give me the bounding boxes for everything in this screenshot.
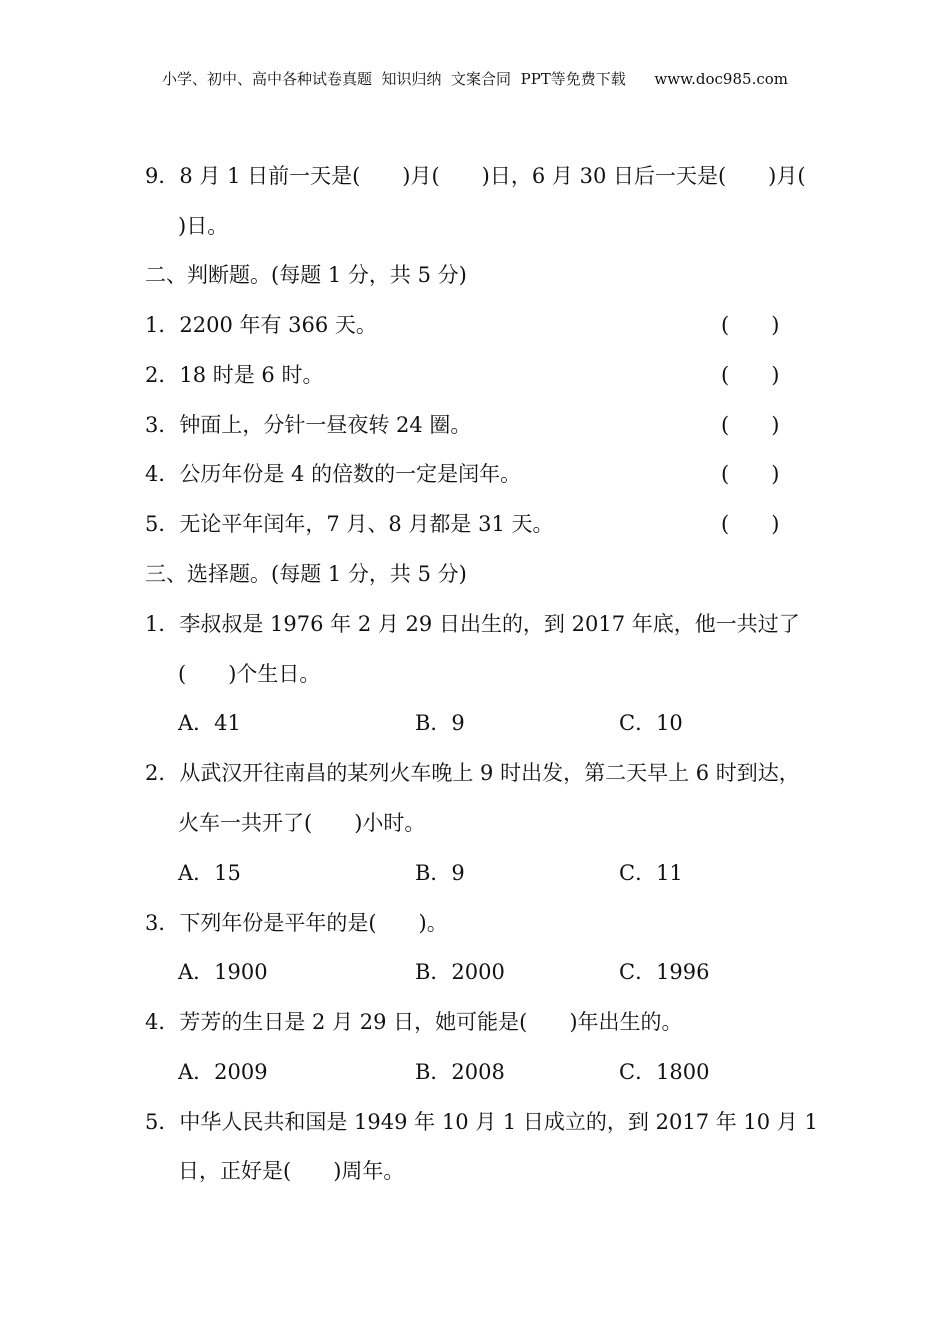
judge-answer-2: ( ) [721, 363, 780, 387]
choice-q1-line1: 1．李叔叔是 1976 年 2 月 29 日出生的，到 2017 年底，他一共过了 [145, 612, 800, 636]
choice-q2-line1: 2．从武汉开往南昌的某列火车晚上 9 时出发，第二天早上 6 时到达， [145, 761, 800, 785]
judge-answer-1: ( ) [721, 313, 780, 337]
q9-line2: )日。 [178, 214, 229, 238]
q9-line1: 9．8 月 1 日前一天是( )月( )日，6 月 30 日后一天是( )月( [145, 164, 806, 188]
judge-item-1: 1．2200 年有 366 天。 [145, 313, 377, 337]
choice-q3-line1: 3．下列年份是平年的是( )。 [145, 911, 448, 935]
choice-q2-option-b: B．9 [415, 861, 465, 885]
judge-item-3: 3．钟面上，分针一昼夜转 24 圈。 [145, 413, 472, 437]
choice-q4-option-c: C．1800 [619, 1060, 710, 1084]
choice-q2-line2: 火车一共开了( )小时。 [178, 811, 426, 835]
section3-title: 三、选择题。(每题 1 分，共 5 分) [145, 562, 467, 586]
choice-q1-option-c: C．10 [619, 711, 683, 735]
choice-q1-line2: ( )个生日。 [178, 662, 321, 686]
judge-item-4: 4．公历年份是 4 的倍数的一定是闰年。 [145, 462, 522, 486]
choice-q4-option-a: A．2009 [178, 1060, 268, 1084]
choice-q3-option-c: C．1996 [619, 960, 710, 984]
choice-q1-option-b: B．9 [415, 711, 465, 735]
choice-q5-line1: 5．中华人民共和国是 1949 年 10 月 1 日成立的，到 2017 年 10 月 1 [145, 1110, 818, 1134]
judge-answer-5: ( ) [721, 512, 780, 536]
judge-answer-4: ( ) [721, 462, 780, 486]
choice-q1-option-a: A．41 [178, 711, 241, 735]
choice-q3-option-a: A．1900 [178, 960, 268, 984]
section2-title: 二、判断题。(每题 1 分，共 5 分) [145, 263, 467, 287]
choice-q3-option-b: B．2000 [415, 960, 505, 984]
judge-item-2: 2．18 时是 6 时。 [145, 363, 324, 387]
choice-q4-option-b: B．2008 [415, 1060, 505, 1084]
choice-q4-line1: 4．芳芳的生日是 2 月 29 日，她可能是( )年出生的。 [145, 1010, 683, 1034]
choice-q2-option-a: A．15 [178, 861, 241, 885]
choice-q2-option-c: C．11 [619, 861, 683, 885]
judge-answer-3: ( ) [721, 413, 780, 437]
judge-item-5: 5．无论平年闰年，7 月、8 月都是 31 天。 [145, 512, 554, 536]
page-header: 小学、初中、高中各种试卷真题 知识归纳 文案合同 PPT等免费下载 www.doc985.com [161, 70, 788, 88]
choice-q5-line2: 日，正好是( )周年。 [178, 1159, 405, 1183]
